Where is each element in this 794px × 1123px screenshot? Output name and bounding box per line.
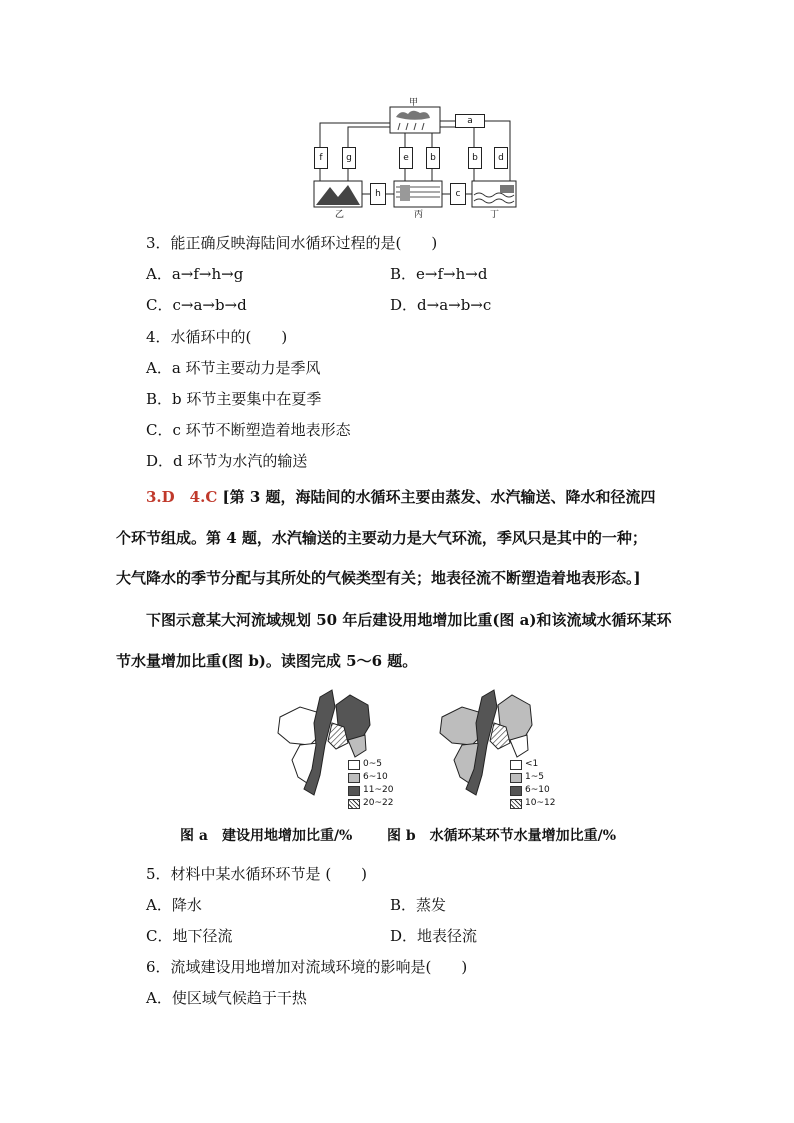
label-jia: 甲 (409, 98, 419, 108)
swatch-white (510, 760, 522, 770)
answer-line-3: 大气降水的季节分配与其所处的气候类型有关；地表径流不断塑造着地表形态。] (116, 569, 641, 587)
legend-a-2: 11~20 (363, 785, 394, 795)
q5-option-b: B．蒸发 (390, 896, 447, 914)
box-a: a (455, 114, 485, 128)
legend-b-3: 10~12 (525, 798, 556, 808)
legend-b-item (510, 797, 555, 810)
box-f: f (314, 147, 328, 169)
legend-a-item (348, 784, 393, 797)
label-bing: 丙 (414, 210, 424, 220)
answer-key: 3.D 4.C (146, 488, 218, 506)
swatch-light (510, 773, 522, 783)
legend-b-item (510, 784, 555, 797)
box-b1: b (426, 147, 440, 169)
q3-stem: 3．能正确反映海陆间水循环过程的是( ) (146, 234, 438, 252)
legend-a-item (348, 758, 393, 771)
caption-b: 图 b 水循环某环节水量增加比重/% (387, 828, 617, 844)
legend-b-1: 1~5 (525, 772, 544, 782)
swatch-dark (510, 786, 522, 796)
q4-option-c: C．c 环节不断塑造着地表形态 (146, 421, 351, 439)
legend-a-item (348, 771, 393, 784)
box-h: h (370, 183, 386, 205)
legend-a-1: 6~10 (363, 772, 388, 782)
q5-option-a: A．降水 (146, 896, 202, 914)
water-cycle-diagram (310, 95, 520, 220)
q3-option-b: B．e→f→h→d (390, 265, 488, 283)
q5-option-d: D．地表径流 (390, 927, 478, 945)
legend-b-item (510, 758, 555, 771)
answer-line-2: 个环节组成。第 4 题，水汽输送的主要动力是大气环流，季风只是其中的一种； (116, 529, 647, 547)
legend-a-0: 0~5 (363, 759, 382, 769)
answer-text-1: [第 3 题，海陆间的水循环主要由蒸发、水汽输送、降水和径流四 (222, 488, 656, 506)
q4-option-d: D．d 环节为水汽的输送 (146, 452, 308, 470)
swatch-dark (348, 786, 360, 796)
swatch-white (348, 760, 360, 770)
map-a-legend (348, 758, 393, 810)
intro-line-2: 节水量增加比重(图 b)。读图完成 5～6 题。 (116, 652, 418, 670)
map-b-legend (510, 758, 555, 810)
map-a (270, 685, 400, 808)
legend-b-2: 6~10 (525, 785, 550, 795)
box-e: e (399, 147, 413, 169)
box-g: g (342, 147, 356, 169)
box-b2: b (468, 147, 482, 169)
box-d: d (494, 147, 508, 169)
legend-a-item (348, 797, 393, 810)
intro-line-1: 下图示意某大河流域规划 50 年后建设用地增加比重(图 a)和该流域水循环某环 (146, 611, 672, 629)
swatch-hatch (348, 799, 360, 809)
swatch-hatch (510, 799, 522, 809)
label-ding: 丁 (490, 210, 500, 220)
legend-b-item (510, 771, 555, 784)
swatch-light (348, 773, 360, 783)
label-yi: 乙 (335, 210, 345, 220)
q4-option-a: A．a 环节主要动力是季风 (146, 359, 321, 377)
answer-line-1 (146, 487, 655, 507)
map-b (432, 685, 562, 808)
q5-option-c: C．地下径流 (146, 927, 233, 945)
q6-option-a: A．使区域气候趋于干热 (146, 989, 307, 1007)
q3-option-a: A．a→f→h→g (146, 265, 244, 283)
legend-b-0: <1 (525, 759, 539, 769)
caption-a: 图 a 建设用地增加比重/% (180, 828, 353, 844)
q4-option-b: B．b 环节主要集中在夏季 (146, 390, 322, 408)
q3-option-c: C．c→a→b→d (146, 296, 247, 314)
q4-stem: 4．水循环中的( ) (146, 328, 288, 346)
box-c: c (450, 183, 466, 205)
q5-stem: 5．材料中某水循环环节是 ( ) (146, 865, 368, 883)
legend-a-3: 20~22 (363, 798, 394, 808)
q3-option-d: D．d→a→b→c (390, 296, 492, 314)
q6-stem: 6．流域建设用地增加对流域环境的影响是( ) (146, 958, 468, 976)
